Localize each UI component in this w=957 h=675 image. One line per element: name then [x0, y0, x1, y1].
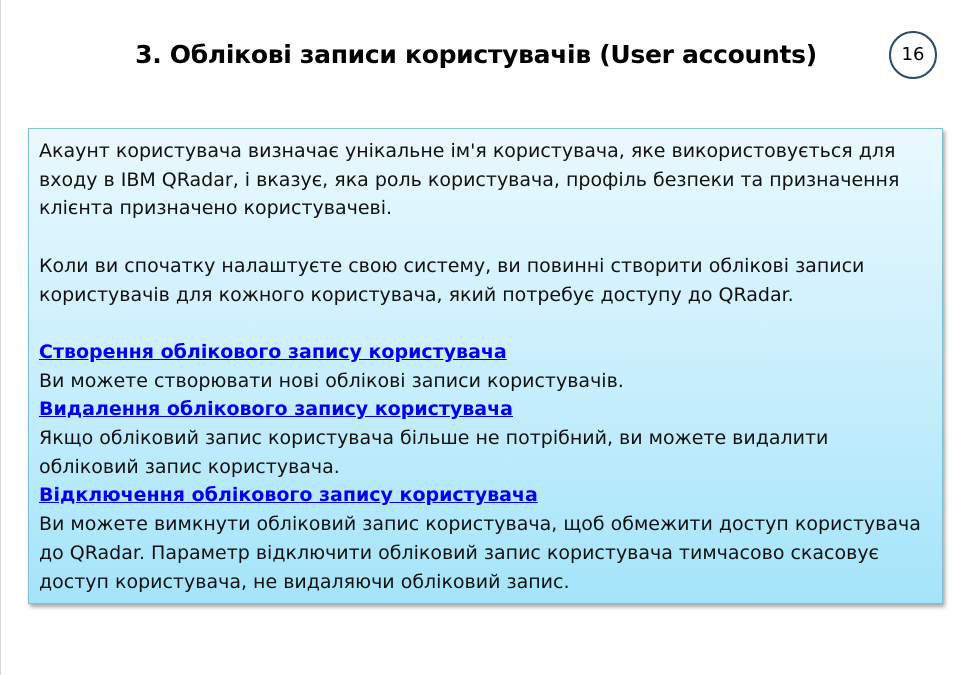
delete-account-description: Якщо обліковий запис користувача більше не потрібний, ви можете видалити обліковий запис користувача. — [39, 427, 829, 478]
paragraph-spacer — [39, 309, 932, 338]
paragraph-spacer — [39, 223, 932, 252]
delete-account-link[interactable]: Видалення облікового запису користувача — [39, 398, 513, 421]
content-box — [28, 128, 943, 604]
setup-paragraph: Коли ви спочатку налаштуєте свою систему, ви повинні створити облікові записи користувачів для кожного користувача, який потребує доступу до QRadar. — [39, 254, 865, 306]
disable-account-link[interactable]: Відключення облікового запису користувача — [39, 484, 538, 507]
slide-title: 3. Облікові записи користувачів (User accounts) — [135, 40, 817, 69]
page-number-badge: 16 — [889, 31, 937, 79]
create-account-description: Ви можете створювати нові облікові записи користувачів. — [39, 369, 624, 392]
disable-account-description: Ви можете вимкнути обліковий запис користувача, щоб обмежити доступ користувача до QRadar. Параметр відключити обліковий запис користувача тимчасово скасовує доступ користувача, не видаляючи обліковий запис. — [39, 513, 921, 593]
intro-paragraph: Акаунт користувача визначає унікальне ім'я користувача, яке використовується для входу в IBM QRadar, і вказує, яка роль користувача, профіль безпеки та призначення клієнта призначено користувачеві. — [39, 140, 900, 220]
create-account-link[interactable]: Створення облікового запису користувача — [39, 340, 507, 363]
